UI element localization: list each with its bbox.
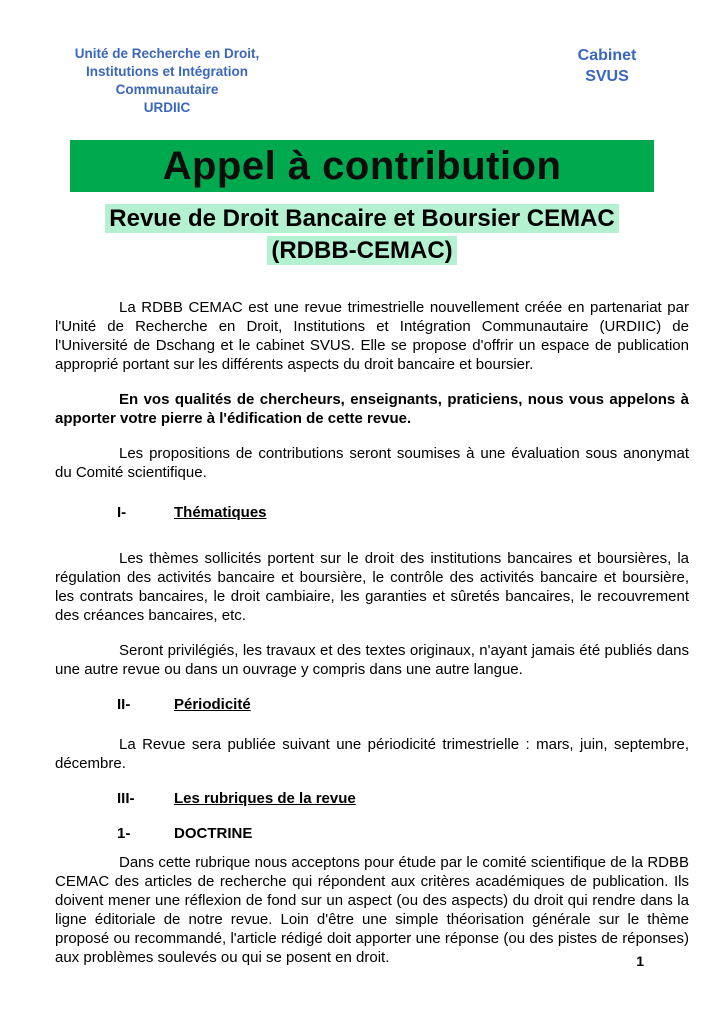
section-label: DOCTRINE [174, 825, 253, 842]
section-number: 1- [117, 825, 131, 842]
page-number: 1 [636, 953, 644, 969]
section-number: I- [117, 504, 127, 521]
document-title: Appel à contribution [162, 143, 562, 188]
section-number: III- [117, 790, 135, 807]
section-label: Périodicité [174, 696, 251, 713]
subtitle-highlight: (RDBB-CEMAC) [267, 236, 456, 265]
paragraph-appeal: En vos qualités de chercheurs, enseignants, praticiens, nous vous appelons à apporter votre pierre à l'édification de cette revue. [55, 391, 689, 427]
paragraph-intro: La RDBB CEMAC est une revue trimestrielle nouvellement créée en partenariat par l'Unité de Recherche en Droit, Institutions et Intégration Communautaire (URDIIC) de l'Université de Dschang et le cabinet SVUS. Elle se propose d'offrir un espace de publication approprié portant sur les différents aspects du droit bancaire et boursier. [55, 299, 689, 373]
cabinet-name-line: SVUS [585, 68, 629, 85]
paragraph-doctrine: Dans cette rubrique nous acceptons pour étude par le comité scientifique de la RDBB CEMAC des articles de recherche qui répondent aux critères académiques de publication. Ils doivent mener une réflexion de fond sur un aspect (ou des aspects) du droit qui rendre dans la ligne éditoriale de notre revue. Loin d'être une simple théorisation générale sur le thème proposé ou recommandé, l'article rédigé doit apporter une réponse (ou des pistes de réponses) aux problèmes soulevés ou qui se posent en droit. [55, 854, 689, 966]
cabinet-name-block [552, 45, 662, 117]
paragraph-originaux: Seront privilégiés, les travaux et des textes originaux, n'ayant jamais été publiés dans une autre revue ou dans un ouvrage y compris dans une autre langue. [55, 642, 689, 678]
subtitle-line [0, 203, 724, 235]
document-body [0, 298, 724, 967]
cabinet-name-line: Cabinet [577, 47, 637, 64]
org-name-line: Institutions et Intégration [86, 64, 248, 79]
page-footer [636, 953, 644, 969]
org-name-line: URDIIC [143, 100, 191, 115]
document-header [0, 0, 724, 117]
org-name-line: Unité de Recherche en Droit, [74, 46, 260, 61]
paragraph-periodicite: La Revue sera publiée suivant une périodicité trimestrielle : mars, juin, septembre, décembre. [55, 736, 689, 772]
section-heading-thematiques [55, 503, 689, 522]
section-number: II- [117, 696, 131, 713]
section-label: Thématiques [174, 504, 267, 521]
org-name-line: Communautaire [115, 82, 219, 97]
paragraph-evaluation: Les propositions de contributions seront soumises à une évaluation sous anonymat du Comité scientifique. [55, 445, 689, 481]
title-banner [70, 140, 654, 192]
org-name-block [52, 45, 282, 117]
document-subtitle [0, 203, 724, 267]
subtitle-highlight: Revue de Droit Bancaire et Boursier CEMAC [105, 204, 618, 233]
section-label: Les rubriques de la revue [174, 790, 356, 807]
paragraph-themes: Les thèmes sollicités portent sur le droit des institutions bancaires et boursières, la régulation des activités bancaire et boursière, le contrôle des activités bancaire et boursière, les contrats bancaires, le droit cambiaire, les garanties et sûretés bancaires, le recouvrement des créances bancaires, etc. [55, 550, 689, 624]
subsection-heading-doctrine [55, 824, 689, 843]
subtitle-line [0, 235, 724, 267]
section-heading-periodicite [55, 695, 689, 714]
section-heading-rubriques [55, 789, 689, 808]
